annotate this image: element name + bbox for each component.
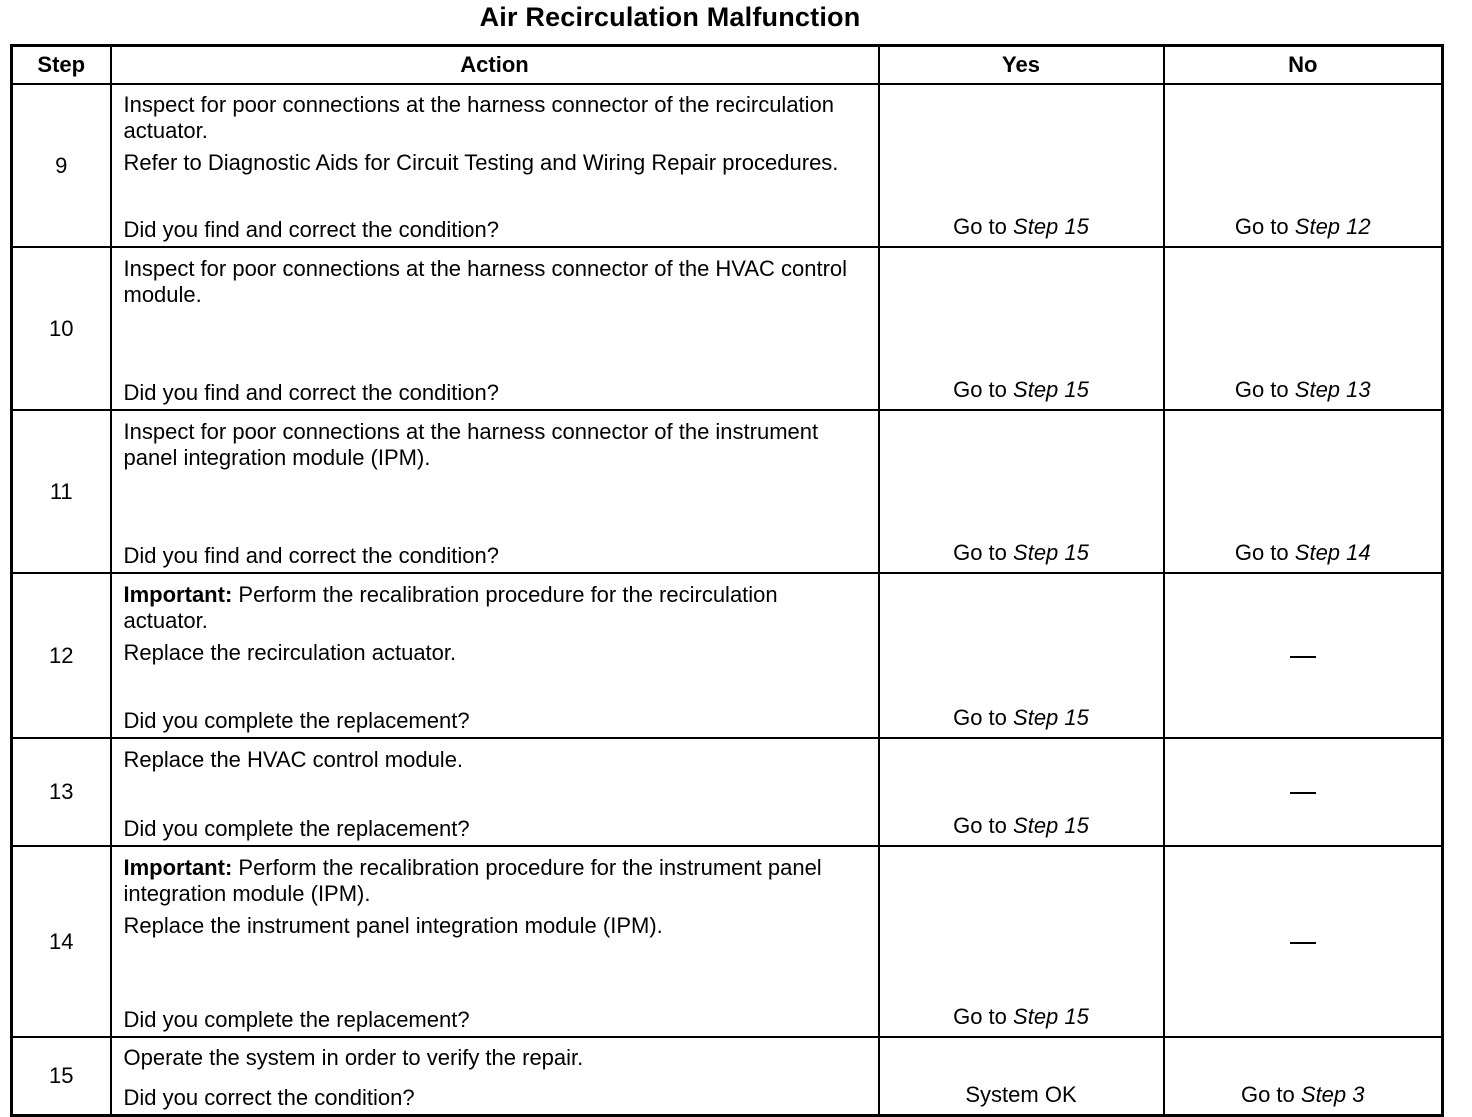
action-text: Inspect for poor connections at the harness connector of the instrument panel integration module (IPM). — [123, 419, 819, 470]
step-number: 10 — [12, 247, 111, 410]
step-reference-link[interactable]: Step 15 — [1013, 813, 1089, 838]
header-action: Action — [111, 46, 879, 85]
important-label: Important: — [123, 582, 233, 607]
diagnostic-table — [10, 44, 1444, 1117]
step-reference-link[interactable]: Step 15 — [1013, 214, 1089, 239]
action-cell — [111, 846, 879, 1037]
yes-cell: Go to Step 15 — [879, 84, 1164, 247]
action-cell — [111, 410, 879, 573]
table-row — [12, 1037, 1443, 1116]
table-row — [12, 738, 1443, 846]
yes-cell — [879, 1037, 1164, 1116]
table-row — [12, 846, 1443, 1037]
table-header-row — [12, 46, 1443, 85]
no-cell — [1164, 573, 1443, 738]
step-reference-link[interactable]: Step 15 — [1013, 705, 1089, 730]
yes-cell: Go to Step 15 — [879, 247, 1164, 410]
dash-mark — [1290, 942, 1316, 944]
action-cell — [111, 573, 879, 738]
no-cell: Go to Step 13 — [1164, 247, 1443, 410]
no-cell: Go to Step 3 — [1164, 1037, 1443, 1116]
no-cell — [1164, 738, 1443, 846]
action-text: Operate the system in order to verify the repair. — [123, 1045, 584, 1070]
action-question: Did you complete the replacement? — [123, 708, 470, 733]
action-text: Replace the recirculation actuator. — [123, 640, 457, 665]
action-text: Important: Perform the recalibration procedure for the instrument panel integration module (IPM). — [123, 855, 822, 906]
action-text: Replace the instrument panel integration module (IPM). — [123, 913, 663, 938]
action-question: Did you find and correct the condition? — [123, 217, 499, 242]
step-number: 9 — [12, 84, 111, 247]
step-reference-link[interactable]: Step 15 — [1013, 1004, 1089, 1029]
header-yes: Yes — [879, 46, 1164, 85]
action-cell — [111, 247, 879, 410]
table-row — [12, 410, 1443, 573]
action-cell — [111, 84, 879, 247]
action-text: Inspect for poor connections at the harness connector of the HVAC control module. — [123, 256, 848, 307]
dash-mark — [1290, 656, 1316, 658]
yes-cell: Go to Step 15 — [879, 573, 1164, 738]
dash-mark — [1290, 792, 1316, 794]
step-reference-link[interactable]: Step 15 — [1013, 540, 1089, 565]
page-title: Air Recirculation Malfunction — [479, 2, 861, 32]
action-question: Did you complete the replacement? — [123, 1007, 470, 1032]
action-text: Refer to Diagnostic Aids for Circuit Testing and Wiring Repair procedures. — [123, 150, 839, 175]
step-number: 13 — [12, 738, 111, 846]
system-ok-text: System OK — [965, 1082, 1077, 1107]
action-cell — [111, 1037, 879, 1116]
yes-cell: Go to Step 15 — [879, 410, 1164, 573]
step-reference-link[interactable]: Step 12 — [1294, 214, 1371, 239]
step-number: 14 — [12, 846, 111, 1037]
action-question: Did you find and correct the condition? — [123, 543, 499, 568]
table-row — [12, 247, 1443, 410]
no-cell: Go to Step 14 — [1164, 410, 1443, 573]
action-cell — [111, 738, 879, 846]
step-reference-link[interactable]: Step 3 — [1300, 1082, 1365, 1107]
step-reference-link[interactable]: Step 15 — [1013, 377, 1089, 402]
step-number: 12 — [12, 573, 111, 738]
action-text: Replace the HVAC control module. — [123, 747, 464, 772]
header-step: Step — [12, 46, 111, 85]
step-number: 11 — [12, 410, 111, 573]
header-no: No — [1164, 46, 1443, 85]
action-text: Important: Perform the recalibration procedure for the recirculation actuator. — [123, 582, 778, 633]
yes-cell: Go to Step 15 — [879, 846, 1164, 1037]
table-row — [12, 84, 1443, 247]
important-label: Important: — [123, 855, 233, 880]
step-reference-link[interactable]: Step 13 — [1294, 377, 1371, 402]
action-question: Did you complete the replacement? — [123, 816, 470, 841]
table-row — [12, 573, 1443, 738]
yes-cell: Go to Step 15 — [879, 738, 1164, 846]
action-text: Inspect for poor connections at the harness connector of the recirculation actuator. — [123, 92, 835, 143]
no-cell: Go to Step 12 — [1164, 84, 1443, 247]
no-cell — [1164, 846, 1443, 1037]
step-reference-link[interactable]: Step 14 — [1294, 540, 1371, 565]
step-number: 15 — [12, 1037, 111, 1116]
action-question: Did you correct the condition? — [123, 1085, 415, 1110]
action-question: Did you find and correct the condition? — [123, 380, 499, 405]
